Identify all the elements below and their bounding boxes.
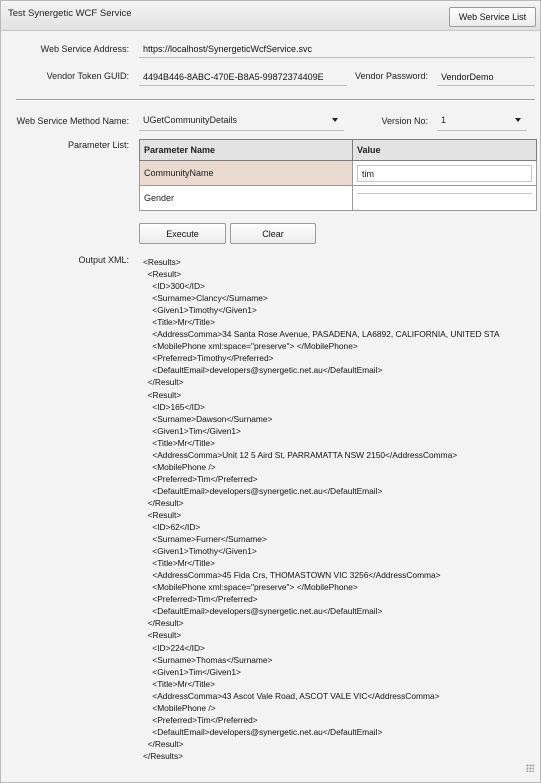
table-row[interactable] [140,161,537,186]
web-service-address-value: https://localhost/SynergeticWcfService.svc [143,44,313,54]
xml-line: <AddressComma>34 Santa Rose Avenue, PASADENA, LA6892, CALIFORNIA, UNITED STA [143,329,500,340]
parameter-value-cell[interactable] [353,161,537,186]
web-service-address-label: Web Service Address: [40,44,129,54]
vendor-password-value: VendorDemo [441,72,494,82]
xml-line: <ID>300</ID> [143,281,205,292]
parameter-value-input[interactable]: tim [357,165,532,182]
xml-line: <Results> [143,257,181,267]
version-value: 1 [441,115,447,125]
xml-line: <Title>Mr</Title> [143,317,215,328]
xml-line: <Surname>Furner</Surname> [143,534,267,545]
xml-line: <MobilePhone /> [143,702,216,713]
xml-line: <AddressComma>Unit 12 5 Aird St, PARRAMATTA NSW 2150</AddressComma> [143,449,458,460]
parameter-list-label: Parameter List: [67,140,129,150]
clear-button[interactable]: Clear [230,223,316,244]
xml-line: <Given1>Timothy</Given1> [143,546,257,557]
method-name-dropdown[interactable] [139,113,344,131]
xml-line: <Title>Mr</Title> [143,558,215,569]
xml-line: <Result> [143,269,182,280]
xml-line: </Result> [143,377,184,388]
xml-line: <Result> [143,630,182,641]
parameter-value-cell[interactable] [353,186,537,211]
xml-line: </Results> [143,750,184,761]
version-dropdown[interactable] [437,113,527,131]
window-title: Test Synergetic WCF Service [8,8,132,19]
xml-line: <MobilePhone xml:space="preserve"> </MobilePhone> [143,341,358,352]
xml-line: <DefaultEmail>developers@synergetic.net.au</DefaultEmail> [143,365,383,376]
vendor-token-value: 4494B446-8ABC-470E-B8A5-99872374409E [143,72,324,82]
column-header-value: Value [353,140,537,161]
chevron-down-icon [332,118,338,122]
xml-line: <AddressComma>45 Fida Crs, THOMASTOWN VIC 3256</AddressComma> [143,570,441,581]
xml-line: <Given1>Tim</Given1> [143,666,241,677]
method-name-label: Web Service Method Name: [16,116,129,126]
parameter-value-input[interactable] [357,193,532,203]
xml-line: </Result> [143,618,184,629]
xml-line: <Title>Mr</Title> [143,678,215,689]
section-divider [16,99,535,101]
xml-line: <Result> [143,509,182,520]
parameter-table [139,139,537,211]
xml-line: <Given1>Timothy</Given1> [143,305,257,316]
xml-line: </Result> [143,497,184,508]
xml-line: <Preferred>Tim</Preferred> [143,594,258,605]
table-row[interactable] [140,186,537,211]
column-header-parameter-name: Parameter Name [140,140,353,161]
xml-line: <Surname>Dawson</Surname> [143,413,273,424]
vendor-token-label: Vendor Token GUID: [46,71,129,81]
xml-line: <Preferred>Timothy</Preferred> [143,353,274,364]
xml-line: <DefaultEmail>developers@synergetic.net.au</DefaultEmail> [143,726,383,737]
vendor-token-field[interactable] [139,68,347,86]
xml-line: <Preferred>Tim</Preferred> [143,473,258,484]
xml-line: <AddressComma>43 Ascot Vale Road, ASCOT VALE VIC</AddressComma> [143,690,440,701]
xml-line: <ID>224</ID> [143,642,205,653]
xml-line: <DefaultEmail>developers@synergetic.net.au</DefaultEmail> [143,606,383,617]
xml-line: <Given1>Tim</Given1> [143,425,241,436]
xml-line: <MobilePhone xml:space="preserve"> </MobilePhone> [143,582,358,593]
parameter-name-cell[interactable]: Gender [140,186,353,211]
xml-line: <Surname>Thomas</Surname> [143,654,273,665]
parameter-table-header [140,140,537,161]
xml-line: <DefaultEmail>developers@synergetic.net.au</DefaultEmail> [143,485,383,496]
resize-grip-icon[interactable] [526,764,534,772]
xml-line: <ID>62</ID> [143,522,201,533]
parameter-name-cell[interactable]: CommunityName [140,161,353,186]
xml-line: <Surname>Clancy</Surname> [143,293,268,304]
title-bar [1,1,540,31]
execute-button[interactable]: Execute [139,223,226,244]
version-label: Version No: [381,116,428,126]
xml-line: <MobilePhone /> [143,461,216,472]
output-xml-label: Output XML: [78,255,129,265]
web-service-address-field[interactable] [139,41,535,58]
vendor-password-field[interactable] [437,68,535,86]
output-xml-text[interactable] [143,256,535,766]
chevron-down-icon [515,118,521,122]
xml-line: </Result> [143,738,184,749]
xml-line: <ID>165</ID> [143,401,205,412]
xml-line: <Result> [143,389,182,400]
method-name-value: UGetCommunityDetails [143,115,238,125]
xml-line: <Title>Mr</Title> [143,437,215,448]
xml-line: <Preferred>Tim</Preferred> [143,714,258,725]
vendor-password-label: Vendor Password: [354,71,428,81]
web-service-list-button[interactable]: Web Service List [449,7,536,27]
